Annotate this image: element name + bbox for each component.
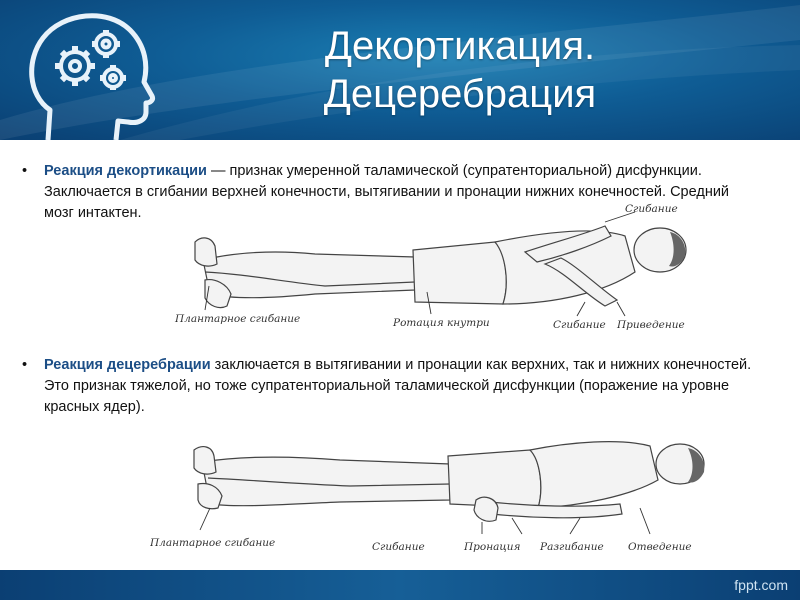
label-internal-rotation: Ротация кнутри [393,317,490,329]
bullet-text [28,355,753,418]
bullet-body: заключается в вытягивании и пронации как верхних, так и нижних конечностей. Это признак тяжелой, но тоже супратенториальной таламической дисфункции (поражение на уровне красных ядер). [44,357,752,415]
decerebration-figure [150,428,710,568]
label-flexion-top: Сгибание [625,203,678,215]
label-extension: Разгибание [540,541,604,553]
page-title [280,22,640,118]
bullet-decerebration [22,355,753,418]
label-flexion: Сгибание [372,541,425,553]
bullet-body: — признак умеренной таламической (супратенториальной) дисфункции. Заключается в сгибании верхней конечности, вытягивании и пронации нижних конечностей. Средний мозг интактен. [44,163,730,221]
decortication-figure [165,202,705,352]
label-plantar-flexion: Плантарное сгибание [150,537,276,549]
slide-content [0,140,800,570]
title-line-1: Декортикация. [324,24,596,68]
label-plantar-flexion: Плантарное сгибание [175,313,301,325]
label-adduction: Приведение [617,319,685,331]
head-gears-icon [18,0,168,140]
slide-footer [0,570,800,600]
slide-header [0,0,800,140]
bullet-term: Реакция декортикации [44,163,207,179]
bullet-dot: • [22,163,28,179]
label-abduction: Отведение [628,541,692,553]
bullet-term: Реакция децеребрации [44,357,211,373]
label-flexion: Сгибание [553,319,606,331]
footer-brand: fppt.com [734,577,788,593]
label-pronation: Пронация [464,541,521,553]
bullet-dot: • [22,357,28,373]
title-line-2: Децеребрация [323,72,597,116]
